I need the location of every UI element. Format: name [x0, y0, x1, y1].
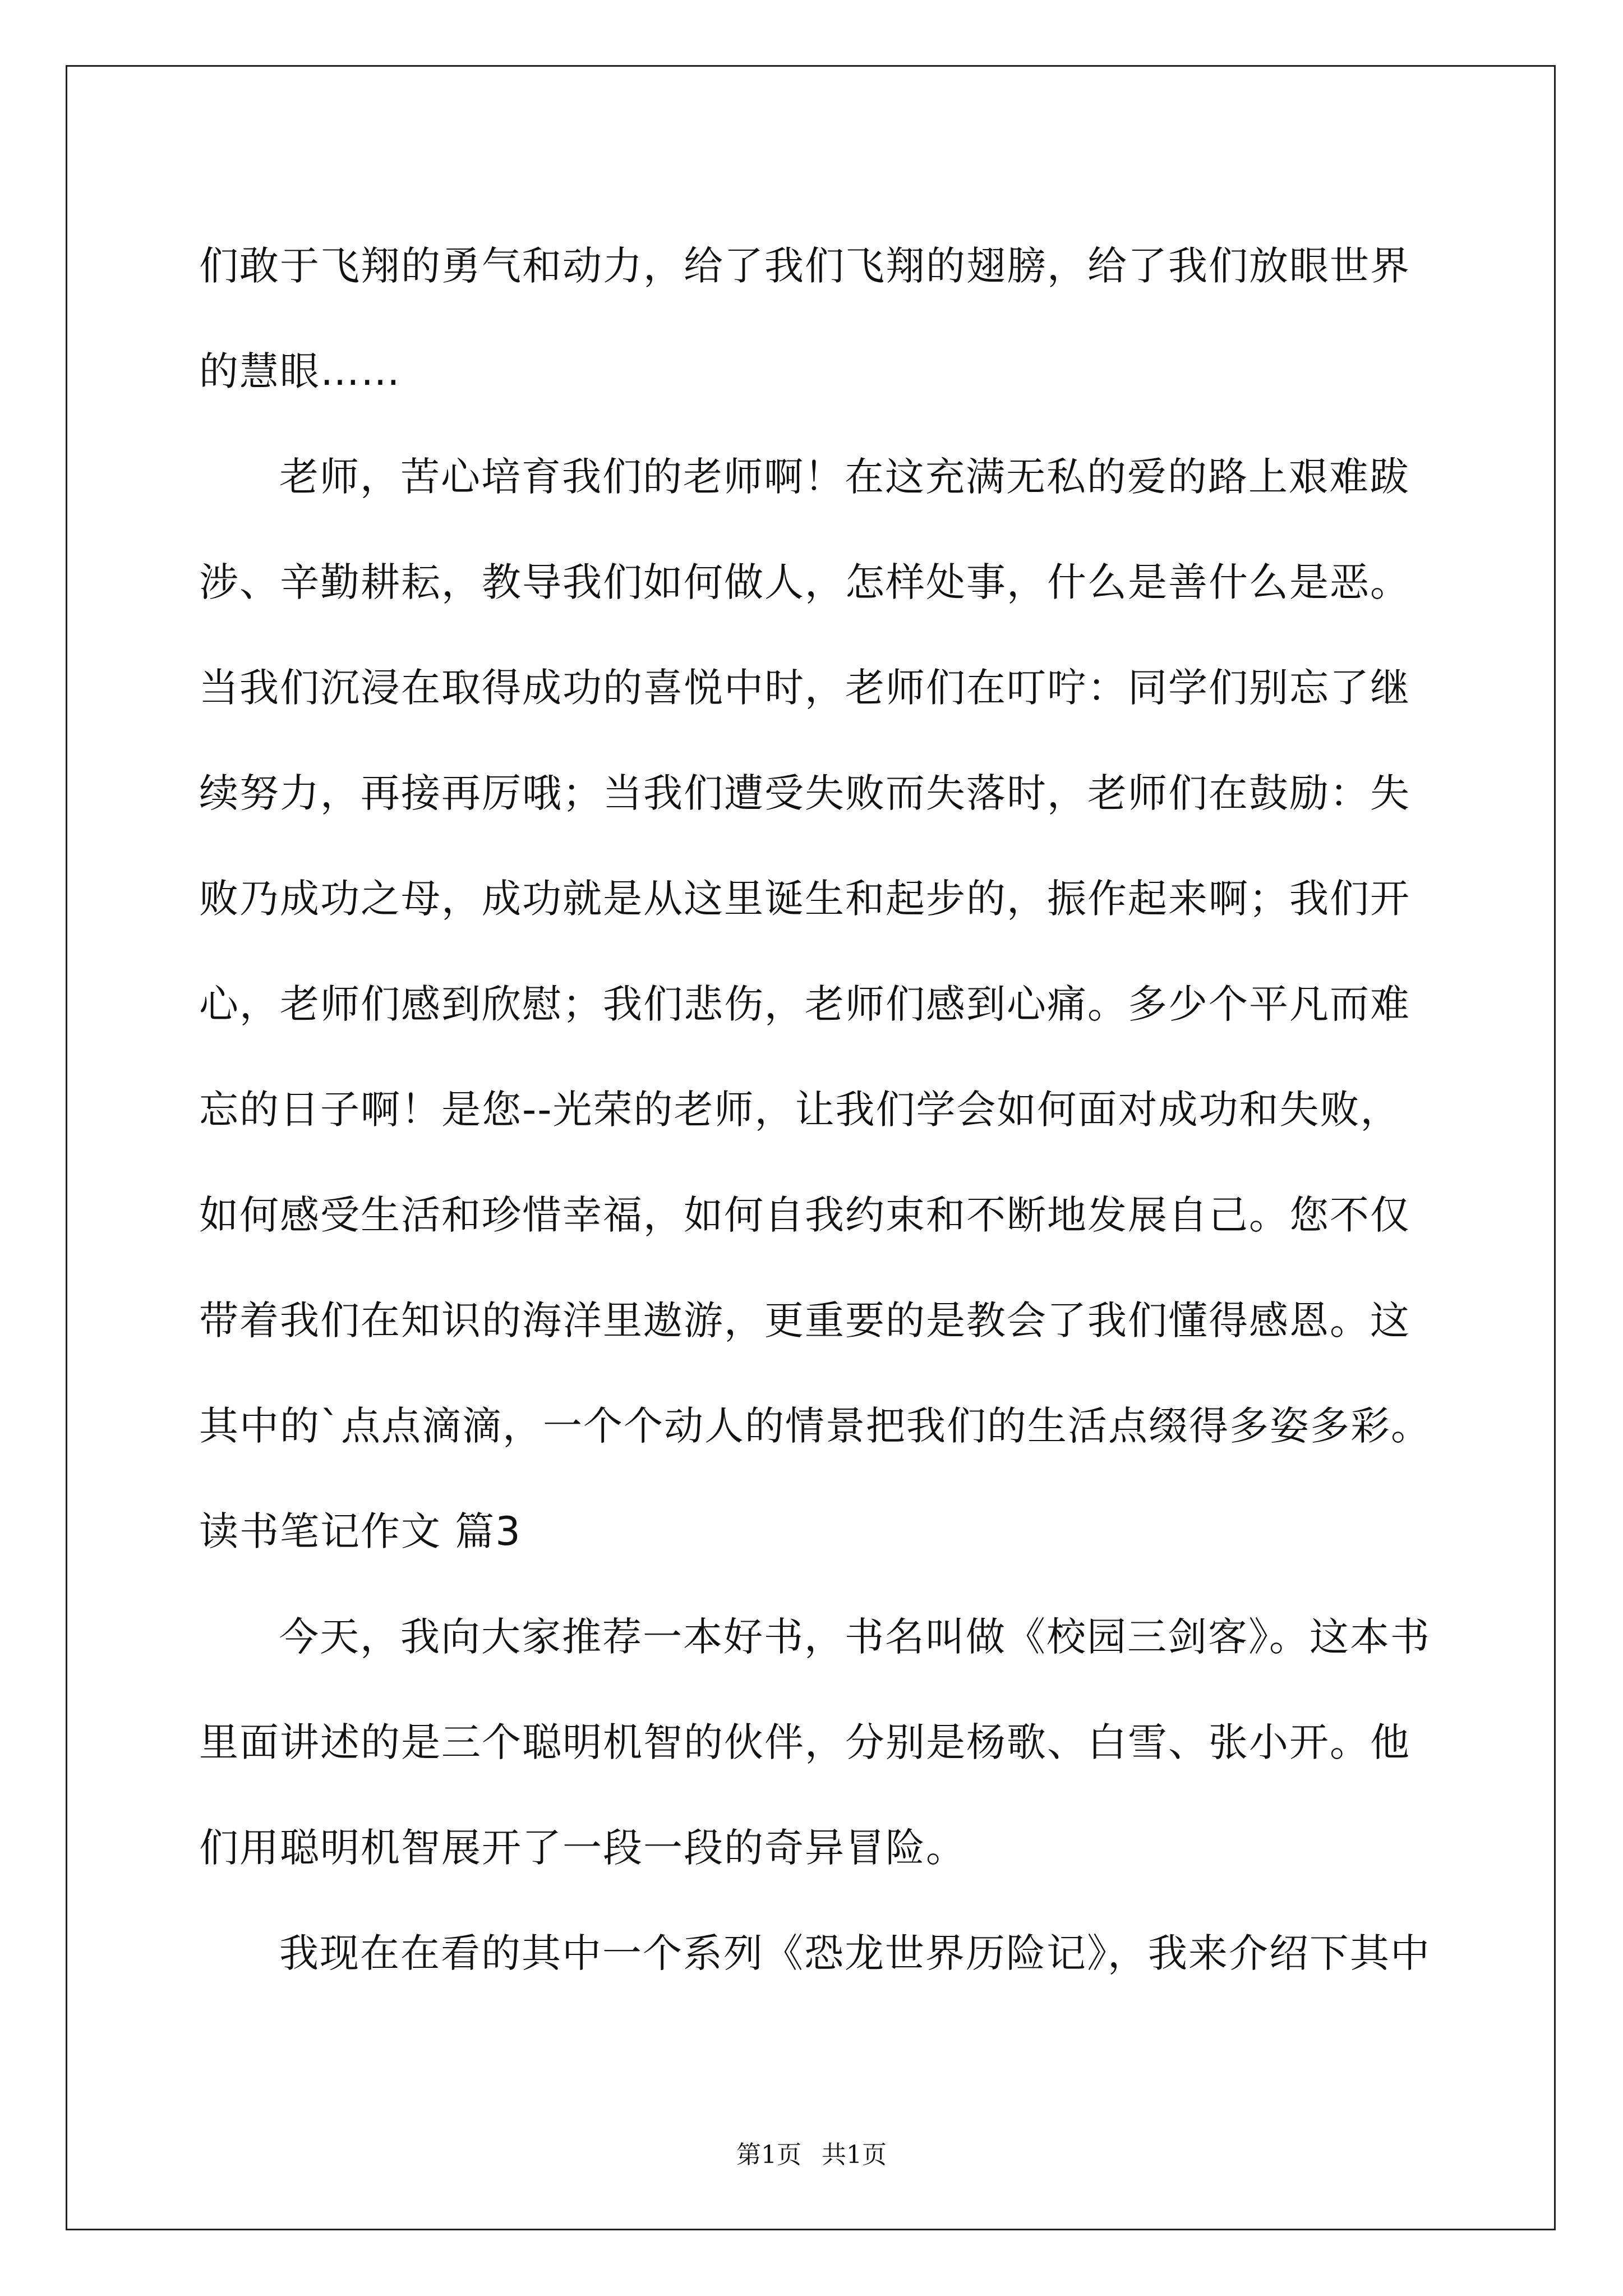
text-line-10: 如何感受生活和珍惜幸福，如何自我约束和不断地发展自己。您不仅: [199, 1192, 1410, 1238]
text-line-8: 心，老师们感到欣慰；我们悲伤，老师们感到心痛。多少个平凡而难: [199, 981, 1410, 1027]
text-line-2: 的慧眼……: [199, 348, 401, 394]
text-line-7: 败乃成功之母，成功就是从这里诞生和起步的，振作起来啊；我们开: [199, 876, 1410, 922]
text-line-4: 涉、辛勤耕耘，教导我们如何做人，怎样处事，什么是善什么是恶。: [199, 559, 1410, 605]
text-line-3: 老师，苦心培育我们的老师啊！在这充满无私的爱的路上艰难跋: [279, 454, 1410, 500]
text-line-16: 们用聪明机智展开了一段一段的奇异冒险。: [199, 1825, 966, 1871]
text-line-1: 们敢于飞翔的勇气和动力，给了我们飞翔的翅膀，给了我们放眼世界: [199, 243, 1410, 289]
text-line-5: 当我们沉浸在取得成功的喜悦中时，老师们在叮咛：同学们别忘了继: [199, 665, 1410, 711]
document-body: [199, 213, 1430, 2006]
text-line-9: 忘的日子啊！是您--光荣的老师，让我们学会如何面对成功和失败，: [199, 1087, 1401, 1133]
section-heading: 读书笔记作文 篇3: [199, 1508, 522, 1554]
text-line-15: 里面讲述的是三个聪明机智的伙伴，分别是杨歌、白雪、张小开。他: [199, 1719, 1410, 1765]
text-line-12: 其中的`点点滴滴，一个个动人的情景把我们的生活点缀得多姿多彩。: [199, 1403, 1431, 1449]
page-footer: [0, 2134, 1623, 2170]
page-number: 第1页: [736, 2141, 801, 2169]
page-total: 共1页: [822, 2141, 887, 2169]
text-line-17: 我现在在看的其中一个系列《恐龙世界历险记》，我来介绍下其中: [279, 1930, 1431, 1976]
text-line-11: 带着我们在知识的海洋里遨游，更重要的是教会了我们懂得感恩。这: [199, 1297, 1410, 1343]
text-line-6: 续努力，再接再厉哦；当我们遭受失败而失落时，老师们在鼓励：失: [199, 770, 1410, 816]
text-line-14: 今天，我向大家推荐一本好书，书名叫做《校园三剑客》。这本书: [279, 1614, 1431, 1660]
